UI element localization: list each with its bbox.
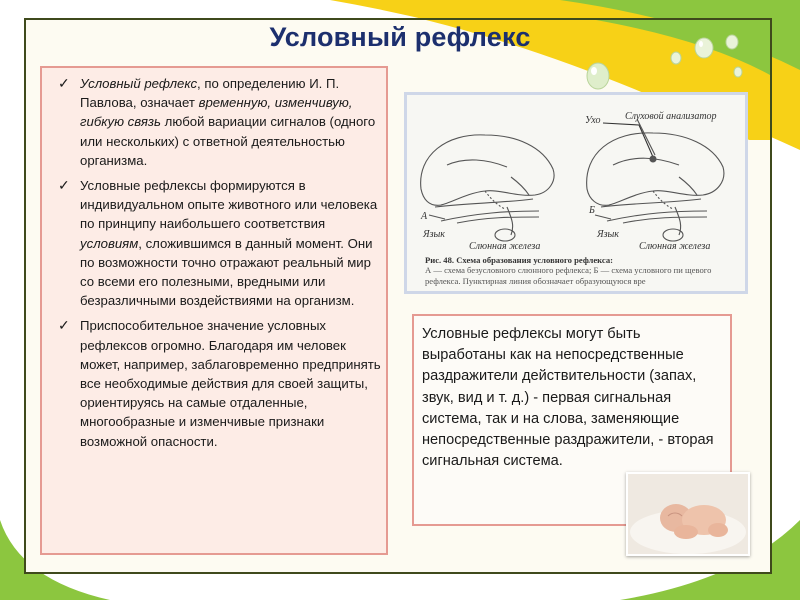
bullet-text: Приспособительное значение условных рефлексов огромно. Благодаря им человек может, например, заблаговременно предпринять все необходимые действия для своей защиты, ориентируясь на самые отдаленные, многообразные и изменчивые признаки возможной опасности. xyxy=(80,318,381,449)
brain-sketch-a xyxy=(421,135,554,241)
checkmark-icon: ✓ xyxy=(58,75,70,91)
bullet-item xyxy=(52,316,382,450)
caption-title: Рис. 48. Схема образования условного рефлекса: xyxy=(425,255,613,265)
bullet-text: любой вариации сигналов (одного или нескольких) с ответной деятельностью организма. xyxy=(80,114,376,168)
signal-systems-text: Условные рефлексы могут быть выработаны как на непосредственные раздражители действительности (запах, звук, вид и т. д.) - первая сигнальная система, так и на слова, заменяющие непосредственные раздражители, - вторая сигнальная система. xyxy=(422,326,714,470)
label-b: Б xyxy=(589,205,595,216)
bullet-text: временную, изменчивую, гибкую связь xyxy=(80,95,353,130)
label-a: А xyxy=(421,211,428,222)
bullet-list xyxy=(52,74,382,457)
bullet-text: условиям xyxy=(80,235,139,251)
bullet-item xyxy=(52,176,382,310)
checkmark-icon: ✓ xyxy=(58,177,70,194)
label-tongue-right: Язык xyxy=(597,229,619,240)
bullet-text: , сложившимся в данный момент. Они по возможности точно отражают реальный мир со всеми его полезными, вредными или безразличными воздействиями на организм. xyxy=(80,235,373,309)
baby-image xyxy=(628,474,748,554)
page-title: Условный рефлекс xyxy=(269,22,531,52)
figure-caption xyxy=(425,255,747,286)
definition-box xyxy=(40,66,388,555)
label-ear: Ухо xyxy=(585,115,601,126)
checkmark-icon: ✓ xyxy=(58,317,70,334)
water-drop-icon xyxy=(734,67,742,77)
label-tongue-left: Язык xyxy=(423,229,445,240)
bullet-text: Условные рефлексы формируются в индивидуальном опыте животного или человека по принципу наибольшего соответствия xyxy=(80,178,378,232)
water-drop-icon xyxy=(587,63,609,89)
bullet-text: Условный рефлекс xyxy=(80,76,198,91)
water-drop-icon xyxy=(671,52,681,64)
label-analyzer: Слуховой анализатор xyxy=(625,111,717,122)
reflex-diagram-figure xyxy=(404,92,748,294)
bullet-text: , по определению И. П. Павлова, означает xyxy=(80,76,340,111)
bullet-item xyxy=(52,74,382,170)
baby-photo xyxy=(626,472,750,556)
label-gland-left: Слюнная железа xyxy=(469,241,541,252)
caption-text: А — схема безусловного слюнного рефлекса; Б — схема условного пи щевого рефлекса. Пунктирная линия обозначает образующуюся вре xyxy=(425,265,712,286)
label-gland-right: Слюнная железа xyxy=(639,241,711,252)
brain-sketch-b xyxy=(587,119,724,241)
